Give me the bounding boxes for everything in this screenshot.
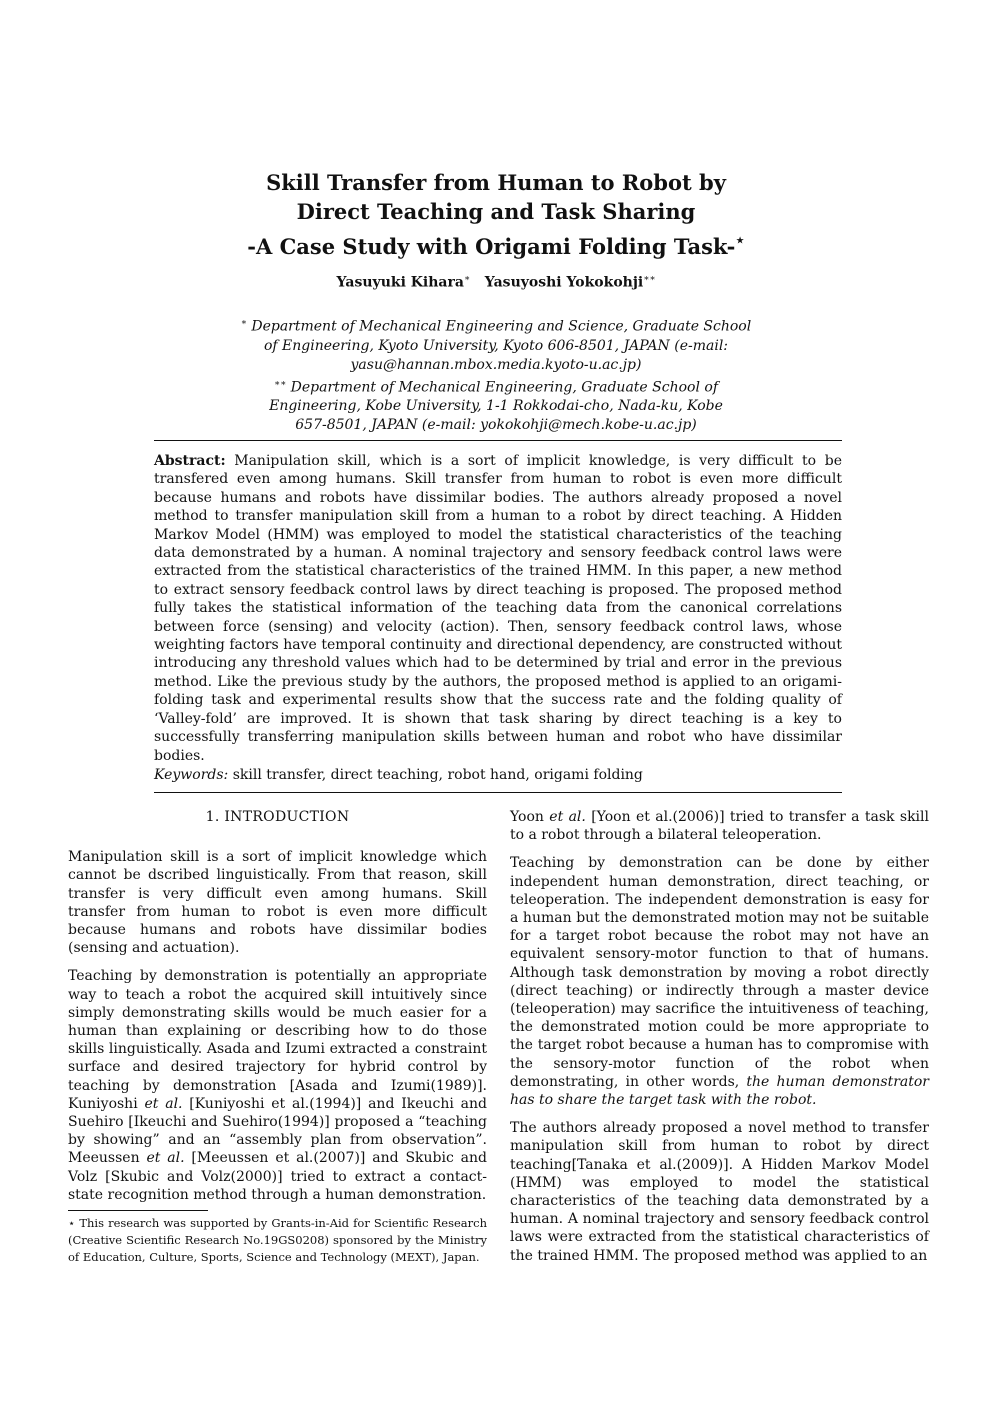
affiliation-line: of Engineering, Kyoto University, Kyoto 606-8501, JAPAN (e-mail:: [263, 337, 729, 354]
body-paragraph: [68, 967, 487, 1204]
title-line-text: -A Case Study with Origami Folding Task-: [247, 234, 736, 259]
affiliation-line: [225, 314, 767, 337]
keywords-label: Keywords:: [154, 767, 229, 783]
right-column: [510, 808, 929, 1275]
title-line: Direct Teaching and Task Sharing: [296, 199, 696, 224]
abstract-top-rule: [154, 440, 842, 441]
paragraph-text: [Kuniyoshi et al.(1994)] and Ikeuchi and Suehiro [Ikeuchi and Suehiro(1994)] proposed a “teaching by showing” and an “assembly plan from observation”. Meeussen: [68, 1095, 487, 1167]
affiliation-line: yasu@hannan.mbox.media.kyoto-u.ac.jp): [350, 356, 642, 373]
footnote-text: This research was supported by Grants-in-Aid for Scientific Research (Creative Scientific Research No.19GS0208) sponsored by the Ministry of Education, Culture, Sports, Science and Technology (MEXT), Japan.: [68, 1216, 488, 1264]
italic-text: et al.: [549, 809, 586, 825]
left-paragraphs: [68, 848, 487, 1204]
affiliation-text: Department of Mechanical Engineering and Science, Graduate School: [251, 318, 752, 335]
keywords: [154, 767, 842, 783]
footnote: [68, 1215, 487, 1266]
title-line: Skill Transfer from Human to Robot by: [266, 170, 726, 195]
author-mark: ∗: [463, 274, 471, 284]
paper-title: [150, 168, 842, 261]
footnote-mark: ⋆: [68, 1216, 76, 1230]
body-paragraph: [68, 848, 487, 957]
affiliation-line: [225, 375, 767, 398]
affiliation-mark: ∗∗: [273, 378, 287, 389]
affiliation-text: Department of Mechanical Engineering, Graduate School of: [290, 379, 719, 396]
title-line: [150, 226, 842, 261]
paragraph-text: The authors already proposed a novel method to transfer manipulation skill from human to robot by direct teaching[Tanaka et al.(2009)]. A Hidden Markov Model (HMM) was employed to model the statistical characteristics of the teaching data demonstrated by a human. A nominal trajectory and sensory feedback control laws were extracted from the statistical characteristics of the trained HMM. The proposed method was applied to an: [510, 1120, 929, 1264]
abstract-label: Abstract:: [154, 453, 226, 469]
title-footnote-mark: ⋆: [735, 231, 745, 249]
author-name: Yasuyuki Kihara: [336, 274, 464, 291]
footnote-rule: [68, 1210, 208, 1211]
abstract-bottom-rule: [154, 792, 842, 793]
paragraph-text: Yoon: [510, 809, 550, 825]
abstract-text: Manipulation skill, which is a sort of implicit knowledge, is very difficult to be transfered even among humans. Skill transfer from human to robot is even more difficult because humans and robots have dissimilar bodies. The authors already proposed a novel method to transfer manipulation skill from a human to a robot by direct teaching. A Hidden Markov Model (HMM) was employed to model the statistical characteristics of the teaching data demonstrated by a human. A nominal trajectory and sensory feedback control laws were extracted from the statistical characteristics of the trained HMM. In this paper, a new method to extract sensory feedback control laws by direct teaching is proposed. The proposed method fully takes the statistical information of the teaching data from the canonical correlations between force (sensing) and velocity (action). Then, sensory feedback control laws, whose weighting factors have temporal continuity and directional dependency, are constructed without introducing any threshold values which had to be determined by trial and error in the previous method. Like the previous study by the authors, the proposed method is applied to an origami-folding task and experimental results show that the success rate and the folding quality of ‘Valley-fold’ are improved. It is shown that task sharing by direct teaching is a key to successfully transferring manipulation skills between human and robot who have dissimilar bodies.: [154, 453, 842, 764]
left-column: [68, 808, 487, 1214]
paragraph-text: Teaching by demonstration can be done by either independent human demonstration, direct teaching, or teleoperation. The independent demonstration is easy for a human but the demonstrated motion may not be suitable for a target robot because the robot may not have an equivalent sensory-motor function to that of humans. Although task demonstration by moving a robot directly (direct teaching) or indirectly through a master device (teleoperation) may sacrifice the intuitiveness of teaching, the demonstrated motion could be more appropriate to the target robot because a human has to compromise with the sensory-motor function of the robot when demonstrating, in other words,: [510, 855, 929, 1090]
affiliations: [225, 314, 767, 435]
author-name: Yasuyoshi Yokokohji: [484, 274, 644, 291]
italic-text: the human demonstrator has to share the target task with the robot.: [510, 1073, 929, 1109]
author-list: [150, 274, 842, 291]
italic-text: et al.: [146, 1150, 185, 1167]
italic-text: et al.: [144, 1095, 183, 1112]
paragraph-text: [Meeussen et al.(2007)] and Skubic and Volz [Skubic and Volz(2000)] tried to extract a contact-state recognition method through a human demonstration.: [68, 1150, 488, 1203]
affiliation-line: Engineering, Kobe University, 1-1 Rokkodai-cho, Nada-ku, Kobe: [269, 398, 723, 415]
abstract: [154, 452, 842, 765]
keywords-text: skill transfer, direct teaching, robot hand, origami folding: [232, 767, 643, 783]
paragraph-text: Teaching by demonstration is potentially an appropriate way to teach a robot the acquired skill intuitively since simply demonstrating skills would be much easier for a human than explaining or describing how to do those skills linguistically. Asada and Izumi extracted a constraint surface and desired trajectory for hybrid control by teaching by demonstration [Asada and Izumi(1989)]. Kuniyoshi: [68, 968, 487, 1112]
paragraph-text: [Yoon et al.(2006)] tried to transfer a task skill to a robot through a bilateral teleoperation.: [510, 809, 929, 844]
body-paragraph: [510, 1119, 929, 1265]
body-paragraph: [510, 808, 929, 844]
right-paragraphs: [510, 808, 929, 1265]
affiliation-mark: ∗: [240, 318, 247, 328]
body-paragraph: [510, 854, 929, 1109]
author-mark: ∗∗: [643, 274, 656, 284]
affiliation-line: 657-8501, JAPAN (e-mail: yokokohji@mech.kobe-u.ac.jp): [295, 417, 697, 434]
paragraph-text: Manipulation skill is a sort of implicit knowledge which cannot be dscribed linguistically. From that reason, skill transfer is very difficult even among humans. Skill transfer from human to robot is even more difficult because humans and robots have dissimilar bodies (sensing and actuation).: [68, 849, 487, 957]
section-heading: 1. INTRODUCTION: [205, 809, 350, 825]
